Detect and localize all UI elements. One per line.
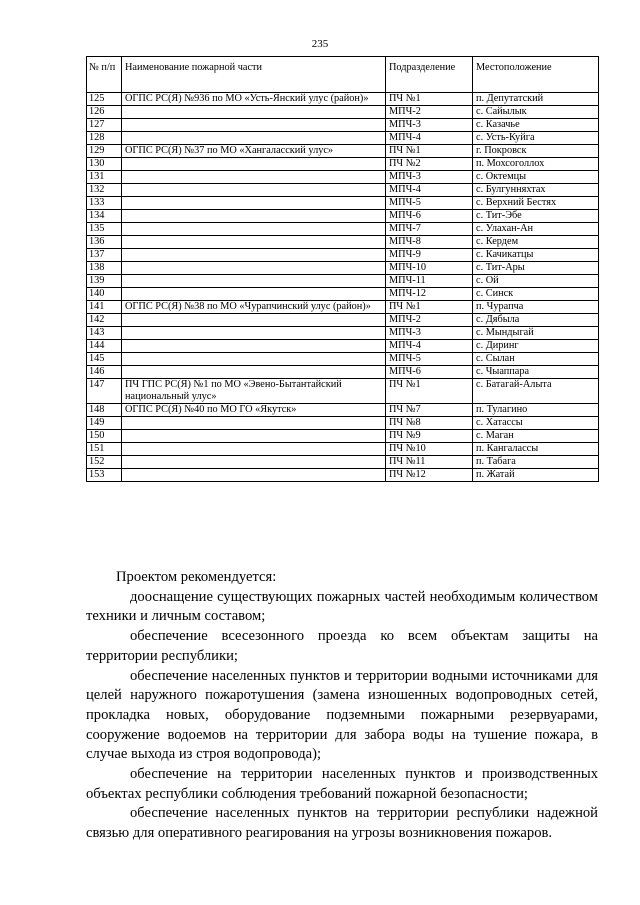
cell-unit: МПЧ-6 — [386, 210, 473, 223]
cell-name: ОГПС РС(Я) №936 по МО «Усть-Янский улус (район)» — [122, 93, 386, 106]
table-row — [87, 430, 599, 443]
cell-num: 141 — [87, 301, 122, 314]
cell-name — [122, 236, 386, 249]
cell-num: 133 — [87, 197, 122, 210]
cell-location: с. Верхний Бестях — [473, 197, 599, 210]
cell-name — [122, 314, 386, 327]
cell-unit: МПЧ-11 — [386, 275, 473, 288]
table-row — [87, 93, 599, 106]
table-row — [87, 236, 599, 249]
cell-name — [122, 249, 386, 262]
cell-name — [122, 327, 386, 340]
table-row — [87, 249, 599, 262]
cell-num: 132 — [87, 184, 122, 197]
cell-num: 128 — [87, 132, 122, 145]
table-row — [87, 379, 599, 404]
cell-name — [122, 158, 386, 171]
cell-num: 146 — [87, 366, 122, 379]
table-row — [87, 366, 599, 379]
table-row — [87, 469, 599, 482]
cell-location: с. Тит-Эбе — [473, 210, 599, 223]
cell-location: г. Покровск — [473, 145, 599, 158]
cell-unit: МПЧ-4 — [386, 132, 473, 145]
cell-unit: МПЧ-12 — [386, 288, 473, 301]
cell-location: с. Качикатцы — [473, 249, 599, 262]
table-row — [87, 275, 599, 288]
cell-location: с. Усть-Куйга — [473, 132, 599, 145]
table-row — [87, 340, 599, 353]
cell-unit: ПЧ №12 — [386, 469, 473, 482]
cell-name — [122, 262, 386, 275]
cell-name — [122, 106, 386, 119]
cell-location: с. Синск — [473, 288, 599, 301]
cell-location: с. Сайылык — [473, 106, 599, 119]
cell-num: 153 — [87, 469, 122, 482]
cell-name — [122, 210, 386, 223]
cell-num: 142 — [87, 314, 122, 327]
cell-name — [122, 443, 386, 456]
cell-location: п. Мохсоголлох — [473, 158, 599, 171]
table-row — [87, 314, 599, 327]
cell-location: с. Булгунняхтах — [473, 184, 599, 197]
cell-name — [122, 184, 386, 197]
cell-num: 149 — [87, 417, 122, 430]
cell-unit: МПЧ-7 — [386, 223, 473, 236]
cell-location: с. Чыаппара — [473, 366, 599, 379]
cell-location: с. Маган — [473, 430, 599, 443]
recommendation-item: дооснащение существующих пожарных частей необходимым количеством техники и личным составом; — [86, 588, 598, 625]
cell-num: 126 — [87, 106, 122, 119]
cell-name — [122, 417, 386, 430]
cell-unit: ПЧ №1 — [386, 379, 473, 404]
cell-name — [122, 132, 386, 145]
cell-name: ОГПС РС(Я) №40 по МО ГО «Якутск» — [122, 404, 386, 417]
cell-location: п. Чурапча — [473, 301, 599, 314]
cell-num: 129 — [87, 145, 122, 158]
table-body — [87, 93, 599, 482]
cell-location: с. Хатассы — [473, 417, 599, 430]
cell-unit: ПЧ №1 — [386, 145, 473, 158]
cell-num: 130 — [87, 158, 122, 171]
table-header-row — [87, 57, 599, 93]
cell-num: 140 — [87, 288, 122, 301]
cell-location: с. Казачье — [473, 119, 599, 132]
table-row — [87, 456, 599, 469]
table-row — [87, 262, 599, 275]
cell-num: 137 — [87, 249, 122, 262]
table-row — [87, 288, 599, 301]
recommendations-intro: Проектом рекомендуется: — [116, 569, 277, 585]
cell-num: 127 — [87, 119, 122, 132]
table-row — [87, 223, 599, 236]
cell-name — [122, 223, 386, 236]
cell-unit: ПЧ №1 — [386, 301, 473, 314]
cell-num: 147 — [87, 379, 122, 404]
cell-unit: МПЧ-6 — [386, 366, 473, 379]
cell-location: с. Кердем — [473, 236, 599, 249]
cell-name — [122, 197, 386, 210]
cell-unit: МПЧ-5 — [386, 353, 473, 366]
cell-num: 152 — [87, 456, 122, 469]
recommendation-item: обеспечение на территории населенных пунктов и производственных объектах республики соблюдения требований пожарной безопасности; — [86, 766, 598, 802]
cell-name — [122, 469, 386, 482]
page-number: 235 — [311, 38, 329, 50]
cell-unit: МПЧ-10 — [386, 262, 473, 275]
cell-num: 125 — [87, 93, 122, 106]
cell-unit: ПЧ №9 — [386, 430, 473, 443]
recommendation-item: обеспечение всесезонного проезда ко всем объектам защиты на территории республики; — [86, 628, 598, 664]
table-row — [87, 158, 599, 171]
cell-location: с. Тит-Ары — [473, 262, 599, 275]
cell-name — [122, 288, 386, 301]
cell-unit: МПЧ-5 — [386, 197, 473, 210]
table-row — [87, 184, 599, 197]
cell-num: 134 — [87, 210, 122, 223]
cell-name — [122, 353, 386, 366]
cell-num: 136 — [87, 236, 122, 249]
cell-num: 143 — [87, 327, 122, 340]
table-row — [87, 404, 599, 417]
cell-name — [122, 366, 386, 379]
cell-num: 138 — [87, 262, 122, 275]
recommendation-item: обеспечение населенных пунктов и территории водными источниками для целей наружного пожаротушения (замена изношенных водопроводных сетей, прокладка новых, оборудование подземными пожарными резервуарами, сооружение водоемов на территории для забора воды на тушение пожара, в случае выхода из строя водопровода); — [86, 667, 598, 763]
cell-num: 151 — [87, 443, 122, 456]
table-row — [87, 106, 599, 119]
cell-unit: ПЧ №2 — [386, 158, 473, 171]
cell-name — [122, 456, 386, 469]
cell-name: ОГПС РС(Я) №38 по МО «Чурапчинский улус (район)» — [122, 301, 386, 314]
cell-num: 145 — [87, 353, 122, 366]
cell-unit: МПЧ-2 — [386, 314, 473, 327]
cell-unit: МПЧ-9 — [386, 249, 473, 262]
header-name: Наименование пожарной части — [122, 57, 386, 93]
cell-location: п. Депутатский — [473, 93, 599, 106]
table-row — [87, 327, 599, 340]
cell-unit: ПЧ №8 — [386, 417, 473, 430]
recommendations-text — [86, 568, 598, 844]
table-row — [87, 171, 599, 184]
cell-name — [122, 340, 386, 353]
table-row — [87, 132, 599, 145]
cell-name — [122, 275, 386, 288]
cell-location: с. Ой — [473, 275, 599, 288]
cell-num: 139 — [87, 275, 122, 288]
cell-num: 148 — [87, 404, 122, 417]
cell-location: с. Сылан — [473, 353, 599, 366]
cell-location: п. Жатай — [473, 469, 599, 482]
cell-location: с. Дябыла — [473, 314, 599, 327]
table-row — [87, 417, 599, 430]
cell-location: п. Кангалассы — [473, 443, 599, 456]
cell-name — [122, 119, 386, 132]
cell-location: с. Мындыгай — [473, 327, 599, 340]
cell-name: ОГПС РС(Я) №37 по МО «Хангаласский улус» — [122, 145, 386, 158]
cell-unit: МПЧ-2 — [386, 106, 473, 119]
cell-num: 150 — [87, 430, 122, 443]
cell-unit: ПЧ №1 — [386, 93, 473, 106]
cell-unit: МПЧ-3 — [386, 171, 473, 184]
cell-unit: МПЧ-8 — [386, 236, 473, 249]
table-row — [87, 353, 599, 366]
cell-location: с. Батагай-Алыта — [473, 379, 599, 404]
cell-location: с. Улахан-Ан — [473, 223, 599, 236]
table-row — [87, 443, 599, 456]
cell-name: ПЧ ГПС РС(Я) №1 по МО «Эвено-Бытантайский национальный улус» — [122, 379, 386, 404]
cell-unit: МПЧ-3 — [386, 119, 473, 132]
header-location: Местоположение — [473, 57, 599, 93]
cell-location: п. Табага — [473, 456, 599, 469]
cell-num: 144 — [87, 340, 122, 353]
table-row — [87, 301, 599, 314]
cell-location: с. Октемцы — [473, 171, 599, 184]
cell-num: 135 — [87, 223, 122, 236]
cell-name — [122, 430, 386, 443]
cell-name — [122, 171, 386, 184]
table-row — [87, 145, 599, 158]
cell-unit: ПЧ №7 — [386, 404, 473, 417]
table-row — [87, 197, 599, 210]
table-row — [87, 119, 599, 132]
fire-stations-table — [86, 56, 599, 482]
header-unit: Подразделение — [386, 57, 473, 93]
cell-unit: ПЧ №11 — [386, 456, 473, 469]
cell-unit: МПЧ-3 — [386, 327, 473, 340]
header-num: № п/п — [87, 57, 122, 93]
cell-num: 131 — [87, 171, 122, 184]
table-row — [87, 210, 599, 223]
recommendation-item: обеспечение населенных пунктов на территории республики надежной связью для оперативного реагирования на угрозы возникновения пожаров. — [86, 805, 598, 842]
cell-location: с. Диринг — [473, 340, 599, 353]
cell-unit: МПЧ-4 — [386, 340, 473, 353]
cell-unit: ПЧ №10 — [386, 443, 473, 456]
cell-location: п. Тулагино — [473, 404, 599, 417]
cell-unit: МПЧ-4 — [386, 184, 473, 197]
